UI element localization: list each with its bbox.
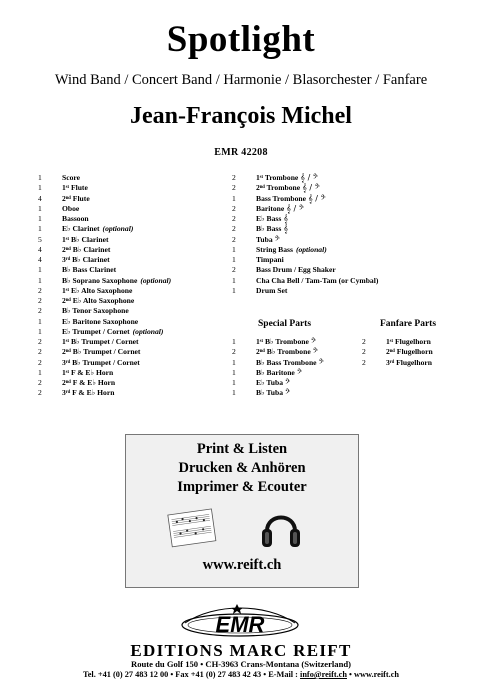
part-row xyxy=(232,173,432,183)
part-quantity: 1 xyxy=(232,193,236,203)
part-row xyxy=(362,337,462,347)
part-quantity: 2 xyxy=(362,347,366,357)
part-row xyxy=(38,245,233,255)
clef-icon: 𝄞 / 𝄢 xyxy=(300,173,318,182)
part-row xyxy=(38,378,233,388)
part-row xyxy=(232,378,357,388)
part-row xyxy=(232,337,357,347)
part-name: Baritone xyxy=(256,203,285,213)
part-name: Bassoon xyxy=(62,214,89,223)
part-name: 2ⁿᵈ Flugelhorn xyxy=(386,347,433,357)
catalog-number: EMR 42208 xyxy=(214,147,268,158)
part-quantity: 2 xyxy=(38,357,42,367)
part-name: Score xyxy=(62,173,80,182)
part-name: B♭ Baritone xyxy=(256,367,295,377)
clef-icon: 𝄞 xyxy=(283,214,289,223)
part-name: Tuba xyxy=(256,234,273,244)
clef-icon: 𝄢 xyxy=(285,388,291,398)
part-quantity: 1 xyxy=(232,244,236,254)
special-parts-list xyxy=(232,337,357,399)
part-row xyxy=(38,317,233,327)
clef-icon: 𝄞 / 𝄢 xyxy=(286,203,304,213)
part-quantity: 1 xyxy=(232,357,236,367)
part-quantity: 1 xyxy=(232,388,236,398)
part-name: E♭ Trumpet / Cornet xyxy=(62,326,130,336)
part-row xyxy=(38,286,233,296)
logo-text: EMR xyxy=(215,612,265,637)
part-name: Timpani xyxy=(256,255,284,264)
part-row xyxy=(38,235,233,245)
part-quantity: 4 xyxy=(38,255,42,264)
part-row xyxy=(232,286,432,296)
part-row xyxy=(232,255,432,265)
clef-icon: 𝄞 / 𝄢 xyxy=(308,193,326,203)
part-row xyxy=(232,368,357,378)
part-note: (optional) xyxy=(140,275,172,285)
part-quantity: 1 xyxy=(38,326,42,336)
clef-icon: 𝄞 xyxy=(283,224,289,234)
part-name: Cha Cha Bell / Tam-Tam (or Cymbal) xyxy=(256,275,379,285)
part-name: B♭ Soprano Saxophone xyxy=(62,275,138,285)
contact-website: • www.reift.ch xyxy=(346,670,400,679)
website-link[interactable]: www.reift.ch xyxy=(202,557,282,573)
print-listen-line-en: Print & Listen xyxy=(196,441,288,457)
part-row xyxy=(232,388,357,398)
part-quantity: 1 xyxy=(38,367,42,377)
part-row xyxy=(232,235,432,245)
part-row xyxy=(38,347,233,357)
part-quantity: 2 xyxy=(38,296,42,305)
part-quantity: 4 xyxy=(38,193,42,203)
part-row xyxy=(232,214,432,224)
part-name: 2ⁿᵈ B♭ Trombone xyxy=(256,347,311,357)
sheet-music-icon xyxy=(164,508,219,550)
part-quantity: 4 xyxy=(38,244,42,254)
part-quantity: 1 xyxy=(38,275,42,285)
part-quantity: 2 xyxy=(232,214,236,223)
clef-icon: 𝄢 xyxy=(285,378,291,387)
part-row xyxy=(232,204,432,214)
clef-icon: 𝄢 xyxy=(318,357,324,367)
part-quantity: 2 xyxy=(232,265,236,275)
part-row xyxy=(362,347,462,357)
composer: Jean-François Michel xyxy=(130,103,352,129)
part-name: E♭ Bass xyxy=(256,214,282,223)
clef-icon: 𝄢 xyxy=(310,337,316,346)
part-row xyxy=(38,214,233,224)
part-name: 2ⁿᵈ B♭ Clarinet xyxy=(62,244,111,254)
part-quantity: 1 xyxy=(232,367,236,377)
page-title: Spotlight xyxy=(166,19,316,60)
parts-list-left xyxy=(38,173,233,399)
part-row xyxy=(232,183,432,193)
part-name: B♭ Bass xyxy=(256,224,282,234)
part-name: B♭ Tuba xyxy=(256,388,284,398)
part-note: (optional) xyxy=(102,224,134,234)
part-row xyxy=(232,265,432,275)
part-quantity: 2 xyxy=(362,357,366,367)
print-listen-line-fr: Imprimer & Ecouter xyxy=(177,479,307,495)
part-name: B♭ Tenor Saxophone xyxy=(62,306,129,316)
part-name: 2ⁿᵈ Flute xyxy=(62,193,90,203)
part-name: Oboe xyxy=(62,203,80,213)
publisher-address: Route du Golf 150 • CH-3963 Crans-Montana (Switzerland) xyxy=(131,659,351,669)
part-name: 1ˢᵗ Flute xyxy=(62,183,88,193)
contact-phone-fax: Tel. +41 (0) 27 483 12 00 • Fax +41 (0) 27 483 42 43 • E-Mail : xyxy=(82,670,301,679)
part-row xyxy=(38,224,233,234)
part-name: 3ʳᵈ F & E♭ Horn xyxy=(62,388,115,398)
fanfare-parts-list xyxy=(362,337,462,368)
part-name: B♭ Bass Clarinet xyxy=(62,265,117,275)
clef-icon: 𝄞 / 𝄢 xyxy=(302,183,320,193)
print-listen-box[interactable] xyxy=(125,434,359,588)
part-quantity: 1 xyxy=(38,173,42,182)
part-row xyxy=(38,173,233,183)
part-quantity: 2 xyxy=(38,306,42,316)
part-quantity: 2 xyxy=(38,347,42,357)
part-quantity: 2 xyxy=(38,285,42,295)
part-name: 1ˢᵗ F & E♭ Horn xyxy=(62,367,114,377)
part-quantity: 1 xyxy=(38,183,42,193)
part-quantity: 1 xyxy=(38,203,42,213)
part-name: E♭ Tuba xyxy=(256,378,284,387)
part-row xyxy=(232,194,432,204)
part-name: B♭ Bass Trombone xyxy=(256,357,317,367)
special-parts-heading: Special Parts xyxy=(258,319,312,329)
part-row xyxy=(38,204,233,214)
part-quantity: 2 xyxy=(38,388,42,398)
part-quantity: 2 xyxy=(232,183,236,193)
part-quantity: 1 xyxy=(232,337,236,346)
part-name: Bass Trombone xyxy=(256,193,307,203)
part-quantity: 1 xyxy=(232,378,236,387)
part-row xyxy=(232,224,432,234)
part-quantity: 1 xyxy=(38,316,42,326)
part-quantity: 1 xyxy=(38,265,42,275)
part-row xyxy=(38,358,233,368)
part-name: 3ʳᵈ Flugelhorn xyxy=(386,357,432,367)
part-name: 1ˢᵗ Flugelhorn xyxy=(386,337,431,346)
part-name: 2ⁿᵈ Trombone xyxy=(256,183,301,193)
part-quantity: 1 xyxy=(232,275,236,285)
part-row xyxy=(38,276,233,286)
part-row xyxy=(38,255,233,265)
part-row xyxy=(232,276,432,286)
part-name: 3ʳᵈ B♭ Clarinet xyxy=(62,255,110,264)
part-quantity: 2 xyxy=(232,347,236,357)
subtitle: Wind Band / Concert Band / Harmonie / Blasorchester / Fanfare xyxy=(54,72,428,88)
part-row xyxy=(362,358,462,368)
part-quantity: 2 xyxy=(232,234,236,244)
part-quantity: 5 xyxy=(38,234,42,244)
part-quantity: 1 xyxy=(232,285,236,295)
part-row xyxy=(38,265,233,275)
part-name: E♭ Baritone Saxophone xyxy=(62,316,139,326)
part-row xyxy=(232,347,357,357)
part-quantity: 2 xyxy=(232,173,236,182)
part-name: 1ˢᵗ B♭ Trumpet / Cornet xyxy=(62,337,139,346)
part-note: (optional) xyxy=(295,244,327,254)
part-name: 2ⁿᵈ F & E♭ Horn xyxy=(62,378,116,387)
part-quantity: 1 xyxy=(38,214,42,223)
clef-icon: 𝄢 xyxy=(274,234,280,244)
part-row xyxy=(38,194,233,204)
headphones-icon xyxy=(259,503,303,553)
part-name: Bass Drum / Egg Shaker xyxy=(256,265,336,275)
part-name: Drum Set xyxy=(256,285,288,295)
part-name: 1ˢᵗ B♭ Clarinet xyxy=(62,234,109,244)
part-name: 2ⁿᵈ B♭ Trumpet / Cornet xyxy=(62,347,141,357)
part-quantity: 2 xyxy=(232,224,236,234)
publisher-contact xyxy=(0,670,482,679)
part-name: 1ˢᵗ B♭ Trombone xyxy=(256,337,309,346)
part-row xyxy=(38,368,233,378)
part-row xyxy=(38,296,233,306)
part-row xyxy=(232,245,432,255)
part-quantity: 2 xyxy=(232,203,236,213)
print-listen-line-de: Drucken & Anhören xyxy=(178,460,306,476)
clef-icon: 𝄢 xyxy=(312,347,318,357)
part-name: 3ʳᵈ B♭ Trumpet / Cornet xyxy=(62,357,140,367)
part-name: E♭ Clarinet xyxy=(62,224,100,234)
part-row xyxy=(38,183,233,193)
part-quantity: 2 xyxy=(38,378,42,387)
fanfare-parts-heading: Fanfare Parts xyxy=(380,319,437,329)
part-name: 1ˢᵗ E♭ Alto Saxophone xyxy=(62,285,133,295)
part-quantity: 1 xyxy=(38,224,42,234)
publisher-name: EDITIONS MARC REIFT xyxy=(130,641,352,660)
part-name: 2ⁿᵈ E♭ Alto Saxophone xyxy=(62,296,135,305)
clef-icon: 𝄢 xyxy=(296,367,302,377)
part-name: String Bass xyxy=(256,244,293,254)
part-row xyxy=(38,306,233,316)
part-quantity: 2 xyxy=(362,337,366,346)
parts-list-right xyxy=(232,173,432,296)
part-row xyxy=(38,327,233,337)
email-link[interactable]: info@reift.ch xyxy=(300,670,347,679)
part-row xyxy=(232,358,357,368)
part-quantity: 1 xyxy=(232,255,236,264)
part-name: 1ˢᵗ Trombone xyxy=(256,173,299,182)
part-note: (optional) xyxy=(132,326,164,336)
part-quantity: 2 xyxy=(38,337,42,346)
part-row xyxy=(38,388,233,398)
emr-logo xyxy=(175,603,305,641)
part-row xyxy=(38,337,233,347)
